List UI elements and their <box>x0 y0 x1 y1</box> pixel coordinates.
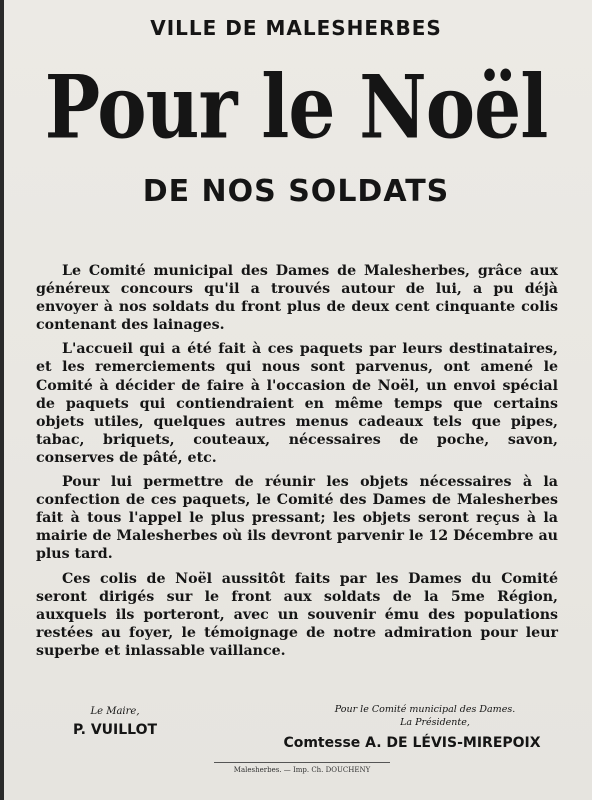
committee-line: Pour le Comité municipal des Dames. <box>334 704 516 715</box>
footer-rule <box>214 762 390 763</box>
town-name: VILLE DE MALESHERBES <box>150 16 442 40</box>
paragraph-1: Le Comité municipal des Dames de Malesherbes, grâce aux généreux concours qu'il a trouvés autour de lui, a pu déjà envoyer à nos soldats du front plus de deux cent cinquante colis contenant des lainages. <box>36 263 558 334</box>
president-title: La Présidente, <box>400 717 470 728</box>
mayor-title: Le Maire, <box>90 706 140 717</box>
paragraph-2: L'accueil qui a été fait à ces paquets par leurs destinataires, et les remerciements qui nous sont parvenus, ont amené le Comité à décider de faire à l'occasion de Noël, un envoi spécial de paquets qui contiendraient en même temps que certains objets utiles, quelques autres menus cadeaux tels que pipes, tabac, briquets, couteaux, nécessaires de poche, savon, conserves de pâté, etc. <box>36 341 558 466</box>
printer-imprint: Malesherbes. — Imp. Ch. DOUCHENY <box>233 766 371 774</box>
poster-headline: Pour le Noël <box>44 57 548 159</box>
mayor-name: P. VUILLOT <box>72 722 158 738</box>
poster-body <box>36 262 558 666</box>
paragraph-4: Ces colis de Noël aussitôt faits par les Dames du Comité seront dirigés sur le front aux soldats de la 5me Région, auxquels ils porteront, avec un souvenir ému des populations restées au foyer, le témoignage de notre admiration pour leur superbe et inlassable vaillance. <box>36 570 558 659</box>
paragraph-3: Pour lui permettre de réunir les objets nécessaires à la confection de ces paquets, le Comité des Dames de Malesherbes fait à tous l'appel le plus pressant; les objets seront reçus à la mairie de Malesherbes où ils devront parvenir le 12 Décembre au plus tard. <box>36 474 558 563</box>
president-name: Comtesse A. DE LÉVIS-MIREPOIX <box>283 735 541 751</box>
poster-subheadline: DE NOS SOLDATS <box>142 174 450 209</box>
